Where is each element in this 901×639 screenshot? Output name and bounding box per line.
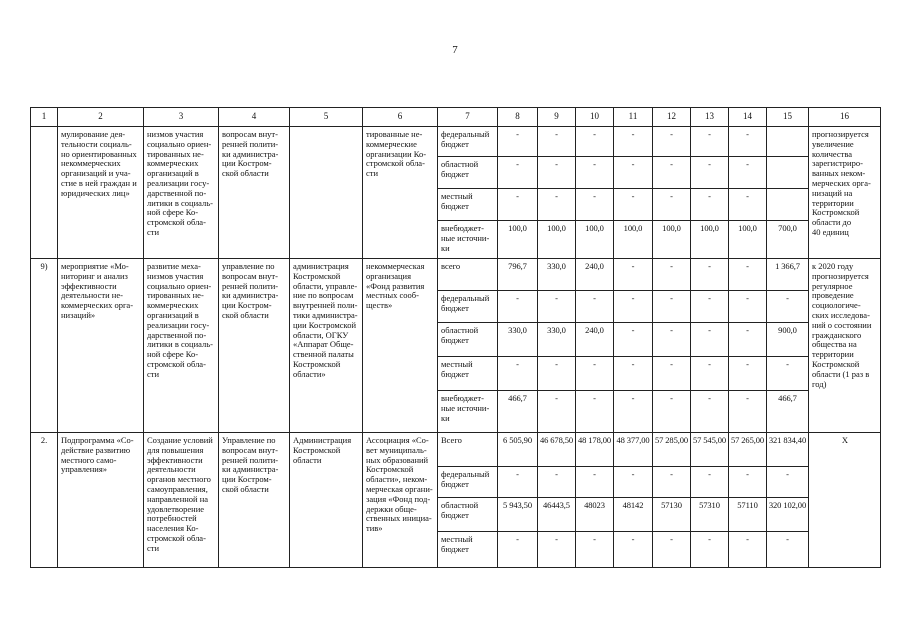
amount-col-13: 100,0 <box>691 221 729 259</box>
amount-col-12: - <box>653 259 691 291</box>
amount-col-8: - <box>498 189 538 221</box>
co-executors <box>290 127 363 259</box>
expected-result: к 2020 году прогнозируется регулярное проведение социологиче- ских исследова- ний о состоянии гражданского общества на территории Костромской области (1 раз в год) <box>809 259 881 433</box>
amount-col-12: 100,0 <box>653 221 691 259</box>
amount-col-11: - <box>614 127 653 157</box>
budget-table <box>30 107 881 568</box>
column-number: 15 <box>767 108 809 127</box>
amount-col-10: 48 178,00 <box>576 433 614 467</box>
amount-col-9: 100,0 <box>538 221 576 259</box>
amount-col-9: 46443,5 <box>538 498 576 532</box>
amount-col-8: - <box>498 357 538 391</box>
amount-col-11: 48 377,00 <box>614 433 653 467</box>
amount-col-15: - <box>767 357 809 391</box>
amount-col-12: 57130 <box>653 498 691 532</box>
amount-col-15 <box>767 189 809 221</box>
amount-col-8: 466,7 <box>498 391 538 433</box>
amount-col-12: 57 285,00 <box>653 433 691 467</box>
amount-col-13: - <box>691 157 729 189</box>
column-number: 3 <box>144 108 219 127</box>
column-number: 14 <box>729 108 767 127</box>
amount-col-14: - <box>729 532 767 568</box>
funding-source: федеральный бюджет <box>438 127 498 157</box>
expected-result: прогнозируется увеличение количества зарегистриро- ванных неком- мерческих орга- низаций на территории Костромской области до 40 единиц <box>809 127 881 259</box>
column-number: 2 <box>58 108 144 127</box>
activity-goal: развитие меха- низмов участия социально ориен- тированных не- коммерческих организаций в реализации госу- дарственной по- литики в социаль- ной сфере Ко- стромской обла- сти <box>144 259 219 433</box>
amount-col-9: - <box>538 127 576 157</box>
co-executors: Администрация Костромской области <box>290 433 363 568</box>
amount-col-9: - <box>538 467 576 498</box>
amount-col-11: - <box>614 189 653 221</box>
amount-col-9: - <box>538 357 576 391</box>
amount-col-14: - <box>729 259 767 291</box>
column-number: 10 <box>576 108 614 127</box>
column-number: 13 <box>691 108 729 127</box>
amount-col-11: - <box>614 323 653 357</box>
amount-col-15: 320 102,00 <box>767 498 809 532</box>
amount-col-8: 330,0 <box>498 323 538 357</box>
amount-col-13: 57310 <box>691 498 729 532</box>
column-number: 12 <box>653 108 691 127</box>
amount-col-9: 330,0 <box>538 259 576 291</box>
amount-col-11: - <box>614 391 653 433</box>
funding-source: внебюджет- ные источни- ки <box>438 221 498 259</box>
amount-col-14: - <box>729 189 767 221</box>
amount-col-10: - <box>576 189 614 221</box>
responsible-executor: вопросам внут- ренней полити- ки администра- ции Костром- ской области <box>219 127 290 259</box>
amount-col-9: - <box>538 291 576 323</box>
amount-col-10: 48023 <box>576 498 614 532</box>
funding-source: Всего <box>438 433 498 467</box>
amount-col-13: - <box>691 127 729 157</box>
amount-col-8: 6 505,90 <box>498 433 538 467</box>
column-number: 11 <box>614 108 653 127</box>
funding-source: местный бюджет <box>438 189 498 221</box>
amount-col-8: 796,7 <box>498 259 538 291</box>
amount-col-10: - <box>576 467 614 498</box>
column-number-row <box>31 108 881 127</box>
column-number: 7 <box>438 108 498 127</box>
amount-col-13: - <box>691 323 729 357</box>
row-number-cell: 9) <box>31 259 58 433</box>
amount-col-12: - <box>653 323 691 357</box>
amount-col-12: - <box>653 391 691 433</box>
column-number: 5 <box>290 108 363 127</box>
amount-col-9: 330,0 <box>538 323 576 357</box>
amount-col-8: - <box>498 157 538 189</box>
activity-goal: Создание условий для повышения эффективности деятельности органов местного самоуправления, направленной на удовлетворение потребностей населения Ко- стромской обла- сти <box>144 433 219 568</box>
amount-col-10: 240,0 <box>576 259 614 291</box>
amount-col-15: 700,0 <box>767 221 809 259</box>
column-number: 16 <box>809 108 881 127</box>
amount-col-10: - <box>576 532 614 568</box>
amount-col-13: - <box>691 357 729 391</box>
amount-col-9: - <box>538 532 576 568</box>
amount-col-12: - <box>653 532 691 568</box>
amount-col-8: - <box>498 291 538 323</box>
row-number-cell: 2. <box>31 433 58 568</box>
amount-col-13: - <box>691 467 729 498</box>
amount-col-15: - <box>767 467 809 498</box>
funding-source: местный бюджет <box>438 532 498 568</box>
amount-col-11: - <box>614 259 653 291</box>
participants: тированные не- коммерческие организации Ко- стромской обла- сти <box>363 127 438 259</box>
funding-source: федеральный бюджет <box>438 291 498 323</box>
amount-col-12: - <box>653 157 691 189</box>
table-row <box>31 433 881 467</box>
amount-col-14: 57110 <box>729 498 767 532</box>
amount-col-8: 100,0 <box>498 221 538 259</box>
participants: некоммерческая организация «Фонд развития местных сооб- ществ» <box>363 259 438 433</box>
amount-col-14: - <box>729 391 767 433</box>
amount-col-10: - <box>576 127 614 157</box>
responsible-executor: управление по вопросам внут- ренней полити- ки администра- ции Костром- ской области <box>219 259 290 433</box>
amount-col-10: 240,0 <box>576 323 614 357</box>
amount-col-15: 1 366,7 <box>767 259 809 291</box>
amount-col-12: - <box>653 467 691 498</box>
amount-col-15: 900,0 <box>767 323 809 357</box>
amount-col-11: - <box>614 291 653 323</box>
amount-col-11: - <box>614 157 653 189</box>
participants: Ассоциация «Со- вет муниципаль- ных образований Костромской области», неком- мерческая органи- зация «Фонд под- держки обще- ственных инициа- тив» <box>363 433 438 568</box>
amount-col-9: - <box>538 157 576 189</box>
amount-col-14: - <box>729 291 767 323</box>
amount-col-12: - <box>653 127 691 157</box>
activity-name: мероприятие «Мо- ниторинг и анализ эффективности деятельности не- коммерческих орга- низаций» <box>58 259 144 433</box>
column-number: 6 <box>363 108 438 127</box>
amount-col-11: 48142 <box>614 498 653 532</box>
amount-col-15: 321 834,40 <box>767 433 809 467</box>
column-number: 9 <box>538 108 576 127</box>
amount-col-12: - <box>653 189 691 221</box>
amount-col-14: 100,0 <box>729 221 767 259</box>
amount-col-14: - <box>729 127 767 157</box>
amount-col-12: - <box>653 357 691 391</box>
amount-col-9: - <box>538 189 576 221</box>
column-number: 8 <box>498 108 538 127</box>
amount-col-13: - <box>691 291 729 323</box>
amount-col-9: - <box>538 391 576 433</box>
expected-result: Х <box>809 433 881 568</box>
amount-col-15: - <box>767 291 809 323</box>
amount-col-10: - <box>576 291 614 323</box>
amount-col-10: 100,0 <box>576 221 614 259</box>
amount-col-13: 57 545,00 <box>691 433 729 467</box>
funding-source: областной бюджет <box>438 323 498 357</box>
amount-col-11: - <box>614 357 653 391</box>
table-row <box>31 259 881 291</box>
funding-source: всего <box>438 259 498 291</box>
column-number: 4 <box>219 108 290 127</box>
amount-col-13: - <box>691 391 729 433</box>
amount-col-11: - <box>614 532 653 568</box>
activity-goal: низмов участия социально ориен- тированных не- коммерческих организаций в реализации госу- дарственной по- литики в социаль- ной сфере Ко- стромской обла- сти <box>144 127 219 259</box>
amount-col-8: - <box>498 127 538 157</box>
funding-source: областной бюджет <box>438 498 498 532</box>
activity-name: мулирование дея- тельности социаль- но ориентированных некоммерческих организаций и уча- стие в ней граждан и юридических лиц» <box>58 127 144 259</box>
amount-col-14: - <box>729 357 767 391</box>
amount-col-14: - <box>729 467 767 498</box>
amount-col-14: 57 265,00 <box>729 433 767 467</box>
amount-col-15 <box>767 127 809 157</box>
amount-col-15: 466,7 <box>767 391 809 433</box>
page-number: 7 <box>452 44 458 56</box>
amount-col-9: 46 678,50 <box>538 433 576 467</box>
amount-col-8: - <box>498 467 538 498</box>
amount-col-10: - <box>576 357 614 391</box>
amount-col-11: 100,0 <box>614 221 653 259</box>
amount-col-8: - <box>498 532 538 568</box>
amount-col-15 <box>767 157 809 189</box>
co-executors: администрация Костромской области, управле- ние по вопросам внутренней поли- тики администра- ции Костромской области, ОГКУ «Аппарат Обще- ственной палаты Костромской области» <box>290 259 363 433</box>
activity-name: Подпрограмма «Со- действие развитию местного само- управления» <box>58 433 144 568</box>
funding-source: местный бюджет <box>438 357 498 391</box>
amount-col-12: - <box>653 291 691 323</box>
amount-col-11: - <box>614 467 653 498</box>
table-row <box>31 127 881 157</box>
funding-source: внебюджет- ные источни- ки <box>438 391 498 433</box>
amount-col-13: - <box>691 189 729 221</box>
amount-col-13: - <box>691 532 729 568</box>
funding-source: федеральный бюджет <box>438 467 498 498</box>
amount-col-14: - <box>729 157 767 189</box>
row-number-cell <box>31 127 58 259</box>
responsible-executor: Управление по вопросам внут- ренней полити- ки администра- ции Костром- ской области <box>219 433 290 568</box>
column-number: 1 <box>31 108 58 127</box>
amount-col-10: - <box>576 157 614 189</box>
amount-col-15: - <box>767 532 809 568</box>
amount-col-14: - <box>729 323 767 357</box>
funding-source: областной бюджет <box>438 157 498 189</box>
amount-col-8: 5 943,50 <box>498 498 538 532</box>
amount-col-10: - <box>576 391 614 433</box>
amount-col-13: - <box>691 259 729 291</box>
